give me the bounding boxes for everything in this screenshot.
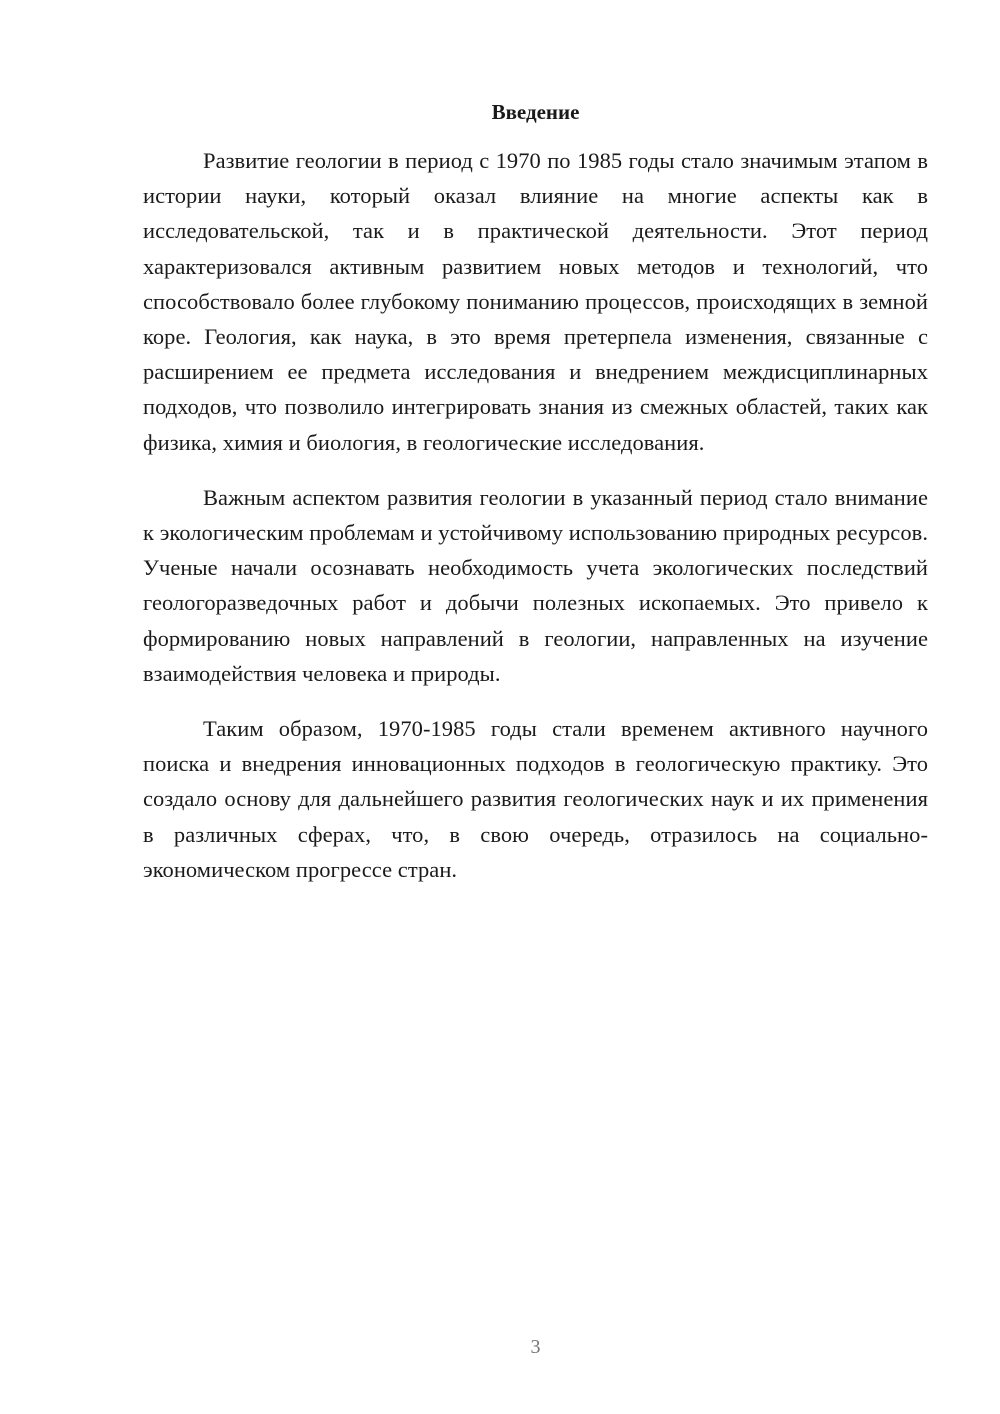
body-text xyxy=(143,143,928,907)
paragraph-2: Важным аспектом развития геологии в указанный период стало внимание к экологическим проблемам и устойчивому использованию природных ресурсов. Ученые начали осознавать необходимость учета экологических последствий геологоразведочных работ и добычи полезных ископаемых. Это привело к формированию новых направлений в геологии, направленных на изучение взаимодействия человека и природы. xyxy=(143,484,928,686)
paragraph-1: Развитие геологии в период с 1970 по 1985 годы стало значимым этапом в истории науки, который оказал влияние на многие аспекты как в исследовательской, так и в практической деятельности. Этот период характеризовался активным развитием новых методов и технологий, что способствовало более глубокому пониманию процессов, происходящих в земной коре. Геология, как наука, в это время претерпела изменения, связанные с расширением ее предмета исследования и внедрением междисциплинарных подходов, что позволило интегрировать знания из смежных областей, таких как физика, химия и биология, в геологические исследования. xyxy=(143,148,928,455)
page-number: 3 xyxy=(530,1336,541,1358)
paragraph-3: Таким образом, 1970-1985 годы стали временем активного научного поиска и внедрения инновационных подходов в геологическую практику. Это создало основу для дальнейшего развития геологических наук и их применения в различных сферах, что, в свою очередь, отразилось на социально-экономическом прогрессе стран. xyxy=(143,716,928,882)
page-title: Введение xyxy=(491,100,580,124)
